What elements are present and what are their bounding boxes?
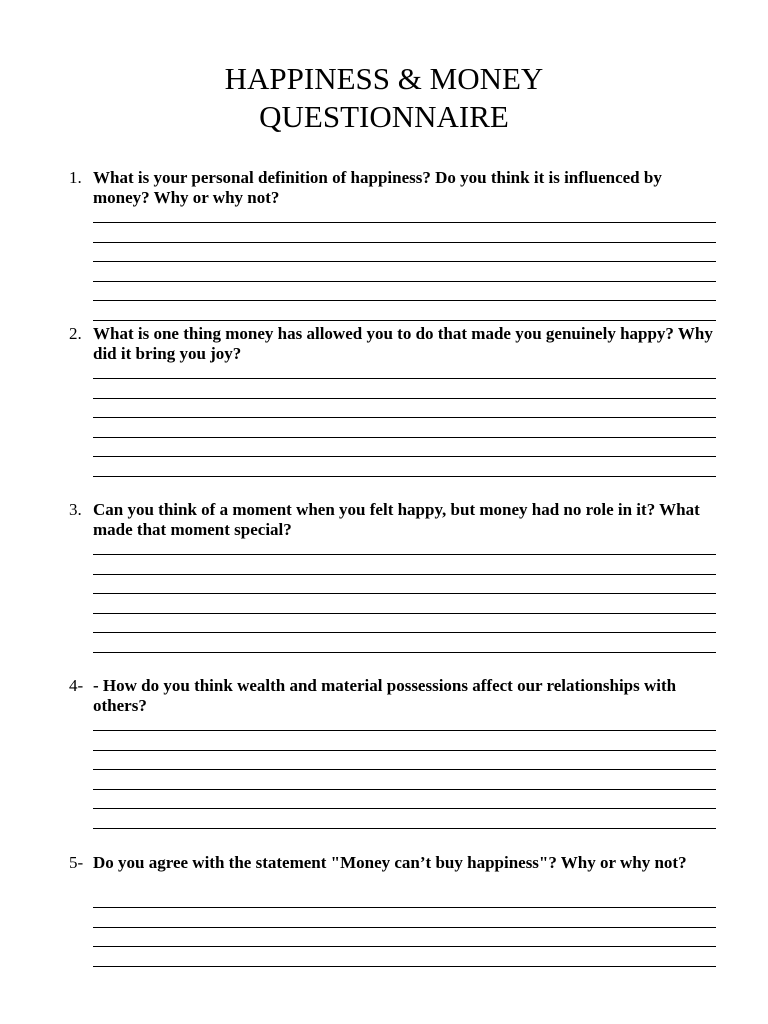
question-text: - How do you think wealth and material possessions affect our relationships with others? <box>93 676 677 715</box>
answer-line <box>93 613 716 614</box>
question-number: 2. <box>69 324 82 343</box>
answer-line <box>93 417 716 418</box>
answer-line <box>93 261 716 262</box>
answer-line <box>93 300 716 301</box>
answer-line <box>93 456 716 457</box>
question-text: Do you agree with the statement "Money can’t buy happiness"? Why or why not? <box>93 853 687 872</box>
answer-line <box>93 242 716 243</box>
answer-line <box>93 828 716 829</box>
answer-line <box>93 593 716 594</box>
question-number: 3. <box>69 500 82 519</box>
answer-line <box>93 808 716 809</box>
answer-line <box>93 789 716 790</box>
answer-line <box>93 946 716 947</box>
answer-line <box>93 652 716 653</box>
answer-line <box>93 398 716 399</box>
answer-line <box>93 281 716 282</box>
answer-line <box>93 750 716 751</box>
question-text: What is one thing money has allowed you to do that made you genuinely happy? Why did it bring you joy? <box>93 324 713 363</box>
question-text: Can you think of a moment when you felt happy, but money had no role in it? What made that moment special? <box>93 500 700 539</box>
question-number: 5- <box>69 853 84 872</box>
answer-line <box>93 927 716 928</box>
title-line-2: QUESTIONNAIRE <box>259 99 509 134</box>
answer-line <box>93 632 716 633</box>
answer-line <box>93 907 716 908</box>
answer-line <box>93 437 716 438</box>
answer-line <box>93 730 716 731</box>
answer-line <box>93 574 716 575</box>
answer-line <box>93 378 716 379</box>
question-number: 1. <box>69 168 82 187</box>
title-line-1: HAPPINESS & MONEY <box>224 61 544 96</box>
question-text: What is your personal definition of happiness? Do you think it is influenced by money? Why or why not? <box>93 168 662 207</box>
answer-line <box>93 554 716 555</box>
answer-line <box>93 222 716 223</box>
answer-line <box>93 476 716 477</box>
page-title <box>0 60 768 136</box>
answer-line <box>93 769 716 770</box>
answer-line <box>93 966 716 967</box>
answer-line <box>93 320 716 321</box>
question-number: 4- <box>69 676 84 695</box>
